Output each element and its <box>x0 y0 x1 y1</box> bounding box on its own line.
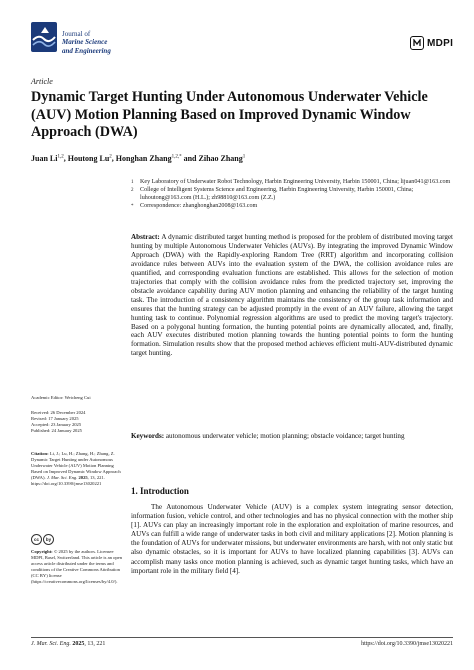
affiliation-item <box>131 203 451 211</box>
author-name: Juan Li <box>31 154 58 163</box>
footer-volume: , 13, 221 <box>84 641 106 647</box>
date-received: Received: 26 December 2024 <box>31 410 86 415</box>
affiliation-item <box>131 179 451 187</box>
footer-doi-link[interactable]: https://doi.org/10.3390/jmse13020221 <box>361 641 453 647</box>
cc-license-badge[interactable] <box>31 534 54 545</box>
author-separator: , <box>63 154 68 163</box>
paper-title: Dynamic Target Hunting Under Autonomous Underwater Vehicle (AUV) Motion Planning Based on Improved Dynamic Window Approach (DWA) <box>31 89 428 140</box>
keywords <box>131 432 453 441</box>
journal-name-line3: and Engineering <box>62 46 111 55</box>
affiliation-list <box>131 179 451 211</box>
affiliation-number: 1 <box>131 180 134 185</box>
citation-year: 2025 <box>78 475 88 481</box>
author-affil-sup: 1,2 <box>57 154 64 160</box>
affiliation-text: College of Intelligent Systems Science and Engineering, Harbin Engineering University, Harbin 150001, China; luhoutong@163.com (H.L.); zh98810@163.com (Z.Z.) <box>140 186 414 201</box>
affiliation-number: 2 <box>131 187 134 193</box>
journal-name <box>62 30 111 55</box>
citation-journal: J. Mar. Sci. Eng. <box>46 475 78 481</box>
affiliation-number: * <box>131 203 134 209</box>
publisher-name: MDPI <box>427 37 454 49</box>
author-list <box>31 154 245 163</box>
publisher-logo <box>410 36 453 50</box>
abstract-label: Abstract: <box>131 233 160 241</box>
article-dates <box>31 410 125 434</box>
by-icon: by <box>43 534 54 545</box>
author-name: Houtong Lu <box>67 154 110 163</box>
mdpi-logo-icon <box>410 36 424 50</box>
footer-journal: J. Mar. Sci. Eng. <box>31 641 71 647</box>
copyright-text: © 2025 by the authors. Licensee MDPI, Basel, Switzerland. This article is an open access article distributed under the terms and conditions of the Creative Commons Attribution (CC BY) license (https://creativecommons.org/licenses/by/4.0/). <box>31 549 123 585</box>
author-affil-sup: 2 <box>109 154 112 160</box>
footer-citation <box>31 641 105 647</box>
journal-name-line1: Journal of <box>62 30 91 38</box>
affiliation-text: Key Laboratory of Underwater Robot Technology, Harbin Engineering University, Harbin 150001, China; lijuan041@163.com <box>140 179 451 185</box>
section-heading-introduction: 1. Introduction <box>131 486 189 496</box>
author-affil-sup: 1,2,* <box>171 154 182 160</box>
citation-rest[interactable]: , 13, 221. https://doi.org/10.3390/jmse13020221 <box>31 475 105 487</box>
footer-divider <box>31 637 453 638</box>
journal-name-line2: Marine Science <box>62 38 108 47</box>
academic-editor: Academic Editor: Weicheng Cui <box>31 395 91 400</box>
cc-icon: cc <box>31 534 42 545</box>
abstract-text: A dynamic distributed target hunting method is proposed for the problem of distributed moving target hunting by multiple Autonomous Underwater Vehicles (AUVs). By integrating the improved Dynamic Window Approach (DWA) with the Rapidly-exploring Random Tree (RRT) algorithm and incorporating collision avoidance rules between AUVs into the evaluation system of the DWA, the collision avoidance rules are quantified, and corresponding evaluation functions are established. This allows for the selection of motion trajectories that comply with the collision avoidance rules from the predicted trajectory set, improving the obstacle avoidance capability during AUV motion planning and enhancing the reliability of the target hunting task. The introduction of a consistency algorithm maintains the consistency of the group task information and ensures that the hunting strategy can be adjusted promptly in the event of an AUV failure, allowing the target hunting task to continue. Polynomial regression algorithms are used to predict the moving target's trajectory. Based on a polygonal hunting formation, the hunting potential points are dynamically allocated, and, finally, each AUV executes distributed motion planning towards the hunting potential points to form the hunting formation. Simulation results show that the proposed method achieves efficient multi-AUV-distributed dynamic target hunting. <box>131 233 453 358</box>
date-published: Published: 24 January 2025 <box>31 428 82 434</box>
date-accepted: Accepted: 23 January 2025 <box>31 422 82 428</box>
citation-block <box>31 451 125 488</box>
introduction-paragraph: The Autonomous Underwater Vehicle (AUV) is a complex system integrating sensor detection, information fusion, vehicle control, and other technologies and has no physical connection with the mother ship [1]. AUVs can play an increasingly important role in the exploration and exploitation of marine resources, and AUVs can fulfill a wide range of underwater tasks in both civil and military applications [2]. Motion planning is the foundation of AUVs for underwater missions, but underwater environments are harsh, with not only static but also dynamic obstacles, so it is important for AUVs to have localized planning capabilities [3]. AUVs can accomplish many tasks once motion planning is achieved, such as dynamic target hunting tasks, which have an important role in the military field [4]. <box>131 503 453 575</box>
footer-year: 2025 <box>72 641 85 647</box>
copyright-block <box>31 533 125 586</box>
author-name: Zihao Zhang <box>198 154 243 163</box>
citation-label: Citation: <box>31 451 49 456</box>
keywords-text: autonomous underwater vehicle; motion planning; obstacle voidance; target hunting <box>165 432 405 440</box>
affiliation-item <box>131 187 451 203</box>
article-type: Article <box>31 77 53 86</box>
copyright-label: Copyright: <box>31 549 53 554</box>
journal-wave-logo-icon <box>31 22 57 52</box>
citation-text: Li, J.; Lu, H.; Zhang, H.; Zhang, Z. Dynamic Target Hunting under Autonomous Underwater Vehicle (AUV) Motion Planning Based on Improved Dynamic Window Approach (DWA). <box>31 451 121 481</box>
keywords-label: Keywords: <box>131 432 165 440</box>
author-name: Honghan Zhang <box>115 154 172 163</box>
date-revised: Revised: 17 January 2025 <box>31 416 79 422</box>
author-separator: , <box>111 154 116 163</box>
author-affil-sup: 1 <box>242 154 246 160</box>
author-separator: and <box>181 154 199 163</box>
abstract <box>131 233 453 358</box>
correspondence-text: Correspondence: zhanghonghan2008@163.com <box>140 202 258 209</box>
